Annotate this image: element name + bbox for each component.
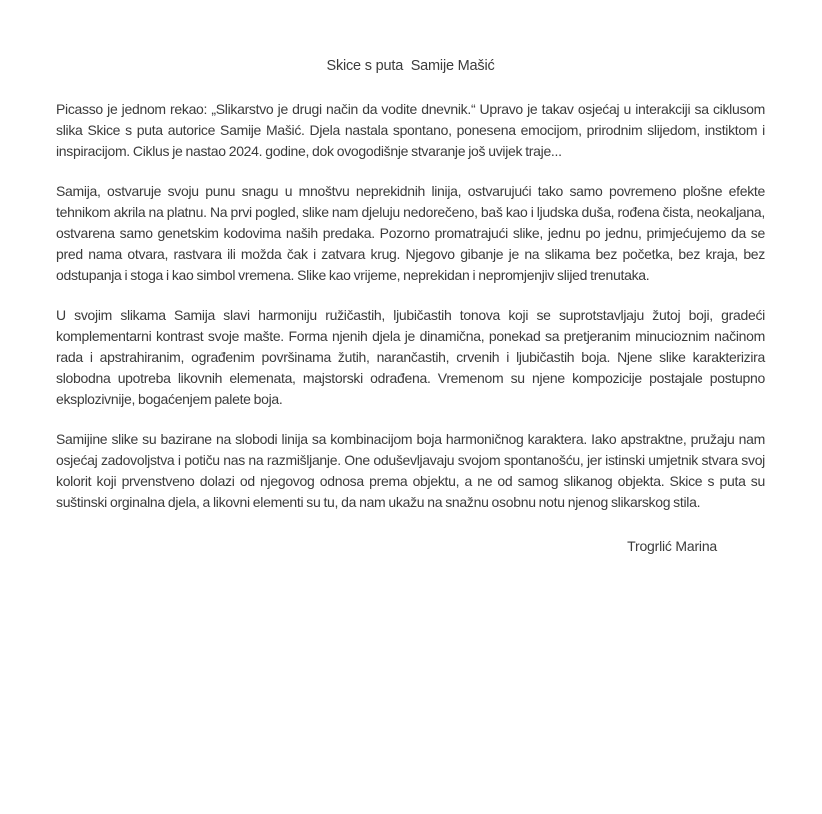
paragraph-colors: U svojim slikama Samija slavi harmoniju ružičastih, ljubičastih tonova koji se suprotstavljaju žutoj boji, gradeći komplementarni kontrast svoje mašte. Forma njenih djela je dinamična, ponekad sa pretjeranim minucioznim načinom rada i apstrahiranim, ograđenim površinama žutih, narančastih, crvenih i ljubičastih boja. Njene slike karakterizira slobodna upotreba likovnih elemenata, majstorski odrađena. Vremenom su njene kompozicije postajale postupno eksplozivnije, bogaćenjem palete boja. xyxy=(56,307,765,407)
document-title: Skice s puta Samije Mašić xyxy=(326,58,495,74)
paragraph-intro: Picasso je jednom rekao: „Slikarstvo je drugi način da vodite dnevnik.“ Upravo je takav osjećaj u interakciji sa ciklusom slika Skice s puta autorice Samije Mašić. Djela nastala spontano, ponesena emocijom, prirodnim slijedom, instiktom i inspiracijom. Ciklus je nastao 2024. godine, dok ovogodišnje stvaranje još uvijek traje... xyxy=(56,101,765,159)
paragraph-technique: Samija, ostvaruje svoju punu snagu u mnoštvu neprekidnih linija, ostvarujući tako samo povremeno plošne efekte tehnikom akrila na platnu. Na prvi pogled, slike nam djeluju nedorečeno, baš kao i ljudska duša, rođena čista, neokaljana, ostvarena samo genetskim kodovima naših predaka. Pozorno promatrajući slike, jednu po jednu, primjećujemo da se pred nama otvara, rastvara ili možda čak i zatvara krug. Njegovo gibanje je na slikama bez početka, bez kraja, bez odstupanja i stoga i kao simbol vremena. Slike kao vrijeme, neprekidan i nepromjenjiv slijed trenutaka. xyxy=(56,183,765,283)
document-body xyxy=(56,99,765,557)
paragraph-conclusion: Samijine slike su bazirane na slobodi linija sa kombinacijom boja harmoničnog karaktera. Iako apstraktne, pružaju nam osjećaj zadovoljstva i potiču nas na razmišljanje. One oduševljavaju svojom spontanošću, jer istinski umjetnik stvara svoj kolorit koji prvenstveno dolazi od njegovog odnosa prema objektu, a ne od samog slikanog objekta. Skice s puta su suštinski orginalna djela, a likovni elementi su tu, da nam ukažu na snažnu osobnu notu njenog slikarskog stila. xyxy=(56,431,765,510)
author-signature: Trogrlić Marina xyxy=(627,538,717,554)
